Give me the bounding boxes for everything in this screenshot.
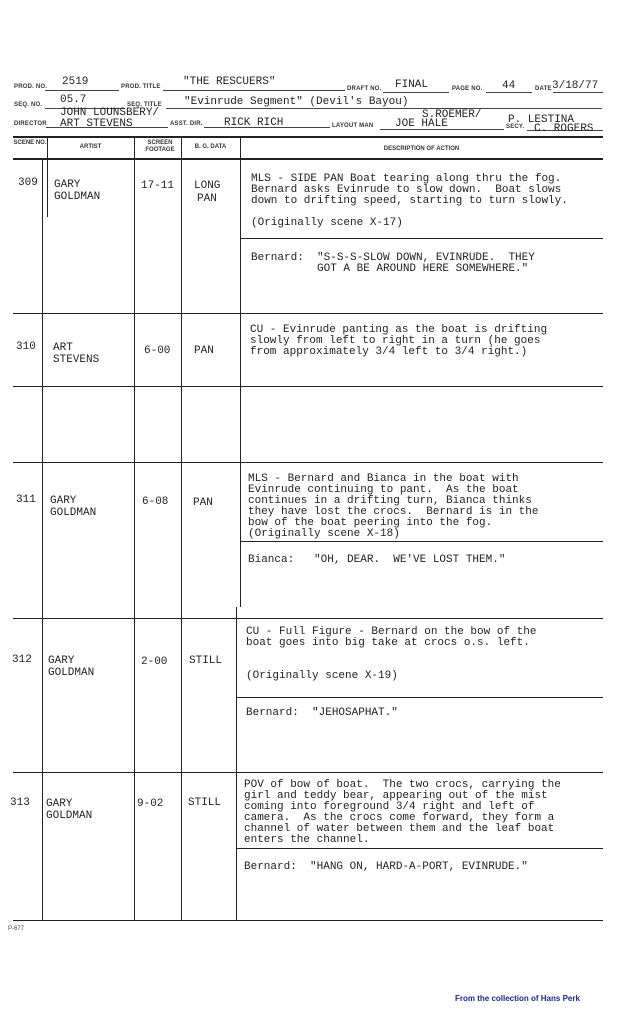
- col-divider-4-bottom: [236, 607, 237, 920]
- row-310-artist-line1: ART: [53, 342, 73, 354]
- prod-title-value: "THE RESCUERS": [183, 76, 276, 88]
- row-312-action-rule: [236, 697, 603, 698]
- row-310-bg: PAN: [194, 345, 214, 357]
- row-309-scene: 309: [18, 177, 38, 189]
- row-310-mid-rule: [13, 386, 603, 387]
- row-311-action: MLS - Bernard and Bianca in the boat with Evinrude continuing to pant. As the boat continues in a drifting turn, Bianca thinks they have lost the crocs. Bernard is in the bow of the boat peering into the fog. (Originally scene X-18): [248, 473, 539, 540]
- asst-dir-value: RICK RICH: [224, 117, 284, 129]
- row-313-footage: 9-02: [137, 798, 164, 810]
- prod-no-underline: [45, 90, 119, 91]
- col-header-scene-no: SCENE NO.: [13, 140, 47, 146]
- collection-credit: From the collection of Hans Perk: [455, 994, 580, 1003]
- row-313-artist-line1: GARY: [46, 798, 73, 810]
- date-value: 3/18/77: [552, 80, 599, 92]
- seq-title-label: SEQ. TITLE: [127, 102, 162, 108]
- row-309-bg-line1: LONG: [194, 180, 221, 192]
- row-313-dialogue: Bernard: "HANG ON, HARD-A-PORT, EVINRUDE.": [244, 861, 528, 873]
- table-header-rule: [13, 158, 603, 160]
- seq-no-label: SEQ. NO.: [14, 102, 43, 108]
- date-label: DATE: [535, 86, 552, 92]
- row-313-scene: 313: [10, 797, 30, 809]
- prod-no-value: 2519: [62, 76, 89, 88]
- row-312-dialogue: Bernard: "JEHOSAPHAT.": [246, 707, 398, 719]
- draft-no-label: DRAFT NO.: [347, 86, 382, 92]
- row-312-artist-line2: GOLDMAN: [48, 667, 95, 679]
- seq-title-underline: [166, 108, 602, 109]
- row-312-artist-line1: GARY: [48, 655, 75, 667]
- row-311-artist-line2: GOLDMAN: [50, 507, 97, 519]
- row-311-action-rule: [240, 541, 603, 542]
- row-312-scene: 312: [12, 654, 32, 666]
- col-divider-1: [42, 160, 43, 920]
- row-311-artist-line1: GARY: [50, 495, 77, 507]
- secy-value-line1: P. LESTINA: [508, 114, 575, 126]
- col-header-description: DESCRIPTION OF ACTION: [383, 146, 460, 152]
- row-311-footage: 6-08: [142, 496, 169, 508]
- row-309-footage: 17-11: [141, 180, 175, 192]
- layout-man-value: JOE HALE: [395, 118, 448, 130]
- table-bottom-rule: [13, 920, 603, 921]
- row-313-artist-line2: GOLDMAN: [46, 810, 93, 822]
- director-value-line2: ART STEVENS: [60, 118, 133, 130]
- row-310-artist-line2: STEVENS: [53, 354, 100, 366]
- row-309-bg-line2: PAN: [197, 193, 217, 205]
- row-309-dialogue: Bernard: "S-S-S-SLOW DOWN, EVINRUDE. THEY GOT A BE AROUND HERE SOMEWHERE.": [251, 252, 535, 275]
- table-top-rule: [13, 136, 603, 138]
- row-311-dialogue: Bianca: "OH, DEAR. WE'VE LOST THEM.": [248, 554, 506, 566]
- form-number: P-677: [8, 926, 25, 932]
- col-header-bg-data: B. G. DATA: [194, 144, 227, 150]
- layout-man-label: LAYOUT MAN: [332, 123, 374, 129]
- director-value-line1: JOHN LOUNSBERY/: [60, 107, 160, 119]
- page-no-underline: [486, 92, 532, 93]
- secy-label: SECY.: [506, 124, 525, 130]
- prod-title-label: PROD. TITLE: [121, 84, 161, 90]
- col-divider-2: [134, 137, 135, 920]
- col-divider-3: [181, 137, 182, 920]
- seq-no-value: 05.7: [60, 94, 87, 106]
- draft-no-underline: [383, 92, 449, 93]
- row-309-artist-line2: GOLDMAN: [54, 191, 101, 203]
- row-309-end-rule: [13, 313, 603, 314]
- row-311-bg: PAN: [193, 497, 213, 509]
- draft-no-value: FINAL: [395, 79, 429, 91]
- director-label: DIRECTOR: [14, 121, 47, 127]
- page-no-label: PAGE NO.: [452, 86, 483, 92]
- row-309-artist-line1: GARY: [54, 179, 81, 191]
- secy-value-line2: C. ROGERS: [534, 123, 594, 135]
- prod-title-underline: [163, 90, 345, 91]
- row-312-footage: 2-00: [141, 656, 168, 668]
- col-header-artist: ARTIST: [79, 144, 102, 150]
- row-309-action-rule: [240, 238, 603, 239]
- row-312-end-rule: [13, 772, 603, 773]
- page-no-value: 44: [502, 80, 516, 92]
- row-310-footage: 6-00: [144, 345, 171, 357]
- seq-title-value: "Evinrude Segment" (Devil's Bayou): [184, 96, 409, 108]
- row-313-bg: STILL: [188, 797, 222, 809]
- row-310-end-rule: [13, 462, 603, 463]
- row-313-action: POV of bow of boat. The two crocs, carrying the girl and teddy bear, appearing out of the mist coming into foreground 3/4 right and left of camera. As the crocs come forward, they form a channel of water between them and the leaf boat enters the channel.: [244, 779, 561, 846]
- row-311-scene: 311: [16, 494, 36, 506]
- row-309-action: MLS - SIDE PAN Boat tearing along thru the fog. Bernard asks Evinrude to slow down. Boat slows down to drifting speed, starting to turn slowly. (Originally scene X-17): [251, 173, 568, 229]
- date-underline: [553, 92, 603, 93]
- prod-no-label: PROD. NO.: [14, 84, 48, 90]
- col-divider-4-top: [240, 137, 241, 607]
- col-header-screen-footage: SCREEN FOOTAGE: [145, 140, 175, 153]
- row-311-end-rule: [13, 618, 603, 619]
- row-312-action: CU - Full Figure - Bernard on the bow of the boat goes into big take at crocs o.s. left. (Originally scene X-19): [246, 626, 537, 682]
- row-310-action: CU - Evinrude panting as the boat is drifting slowly from left to right in a turn (he goes from approximately 3/4 left to 3/4 right.): [250, 324, 548, 358]
- row-310-scene: 310: [16, 341, 36, 353]
- layout-man-extra: S.ROEMER/: [422, 109, 482, 121]
- asst-dir-label: ASST. DIR.: [170, 121, 203, 127]
- row-312-bg: STILL: [189, 655, 223, 667]
- row-313-action-rule: [236, 848, 603, 849]
